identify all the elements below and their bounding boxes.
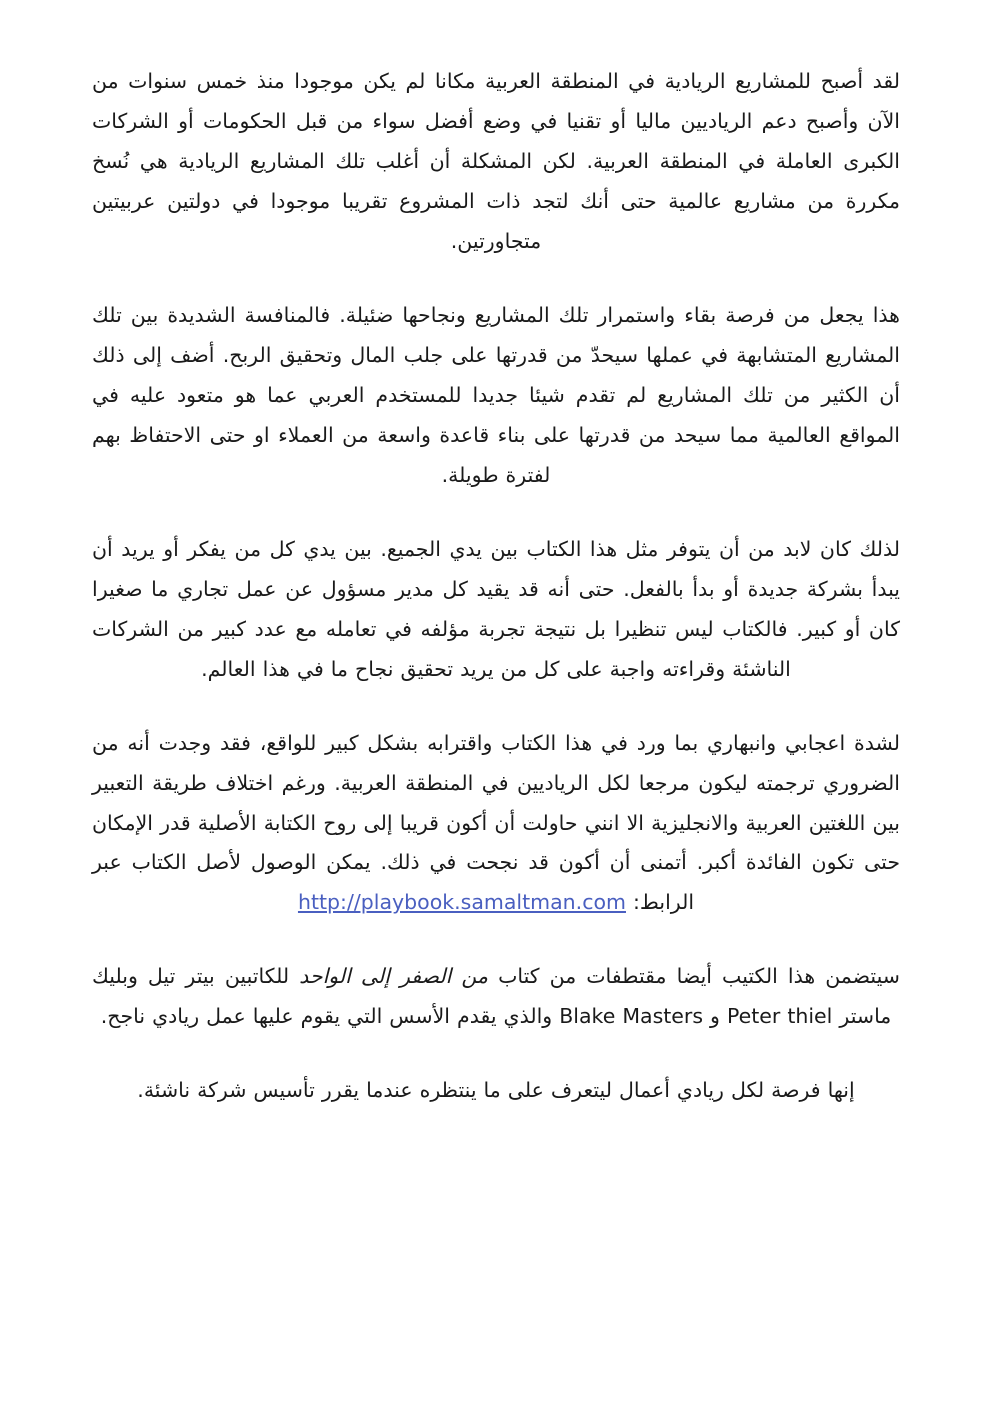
- paragraph-5-text-part-2: للكاتبين بيتر تيل وبليك ماستر: [92, 964, 892, 1029]
- paragraph-5-conjunction: و: [710, 1004, 720, 1029]
- source-book-link[interactable]: http://playbook.samaltman.com: [297, 890, 626, 915]
- author-name-blake-masters: Blake Masters: [559, 1004, 704, 1029]
- paragraph-2: هذا يجعل من فرصة بقاء واستمرار تلك المشاريع ونجاحها ضئيلة. فالمنافسة الشديدة بين تلك المشاريع المتشابهة في عملها سيحدّ من قدرتها على جلب المال وتحقيق الربح. أضف إلى ذلك أن الكثير من تلك المشاريع لم تقدم شيئا جديدا للمستخدم العربي عما هو متعود عليه في المواقع العالمية مما سيحد من قدرتها على بناء قاعدة واسعة من العملاء او حتى الاحتفاظ بهم لفترة طويلة.: [92, 302, 900, 487]
- paragraph-5: [92, 957, 900, 1037]
- paragraph-6: إنها فرصة لكل ريادي أعمال ليتعرف على ما ينتظره عندما يقرر تأسيس شركة ناشئة.: [137, 1078, 855, 1103]
- book-title-zero-to-one: من الصفر إلى الواحد: [299, 964, 489, 989]
- paragraph-5-text-part-1: سيتضمن هذا الكتيب أيضا مقتطفات من كتاب: [498, 964, 900, 989]
- paragraph-3: لذلك كان لابد من أن يتوفر مثل هذا الكتاب بين يدي الجميع. بين يدي كل من يفكر أو يريد أن يبدأ بشركة جديدة أو بدأ بالفعل. حتى أنه قد يقيد كل مدير مسؤول عن عمل تجاري ما صغيرا كان أو كبير. فالكتاب ليس تنظيرا بل نتيجة تجربة مؤلفه في تعامله مع عدد كبير من الشركات الناشئة وقراءته واجبة على كل من يريد تحقيق نجاح ما في هذا العالم.: [92, 536, 900, 681]
- paragraph-1: لقد أصبح للمشاريع الريادية في المنطقة العربية مكانا لم يكن موجودا منذ خمس سنوات من الآن وأصبح دعم الرياديين ماليا أو تقنيا في وضع أفضل سواء من قبل الحكومات أو الشركات الكبرى العاملة في المنطقة العربية. لكن المشكلة أن أغلب تلك المشاريع الريادية هي نُسخ مكررة من مشاريع عالمية حتى أنك لتجد ذات المشروع تقريبا موجودا في دولتين عربيتين متجاورتين.: [92, 69, 900, 253]
- author-name-peter-thiel: Peter thiel: [726, 1004, 833, 1029]
- document-body: [92, 62, 900, 1111]
- paragraph-4-text: لشدة اعجابي وانبهاري بما ورد في هذا الكتاب واقترابه بشكل كبير للواقع، فقد وجدت أنه من الضروري ترجمته ليكون مرجعا لكل الرياديين في المنطقة العربية. ورغم اختلاف طريقة التعبير بين اللغتين العربية والانجليزية الا انني حاولت أن أكون قريبا إلى روح الكتابة الأصلية قدر الإمكان حتى تكون الفائدة أكبر. أتمنى أن أكون قد نجحت في ذلك. يمكن الوصول لأصل الكتاب عبر الرابط:: [92, 730, 900, 915]
- paragraph-5-text-part-3: والذي يقدم الأسس التي يقوم عليها عمل ريادي ناجح.: [100, 1004, 553, 1029]
- paragraph-4: [92, 724, 900, 924]
